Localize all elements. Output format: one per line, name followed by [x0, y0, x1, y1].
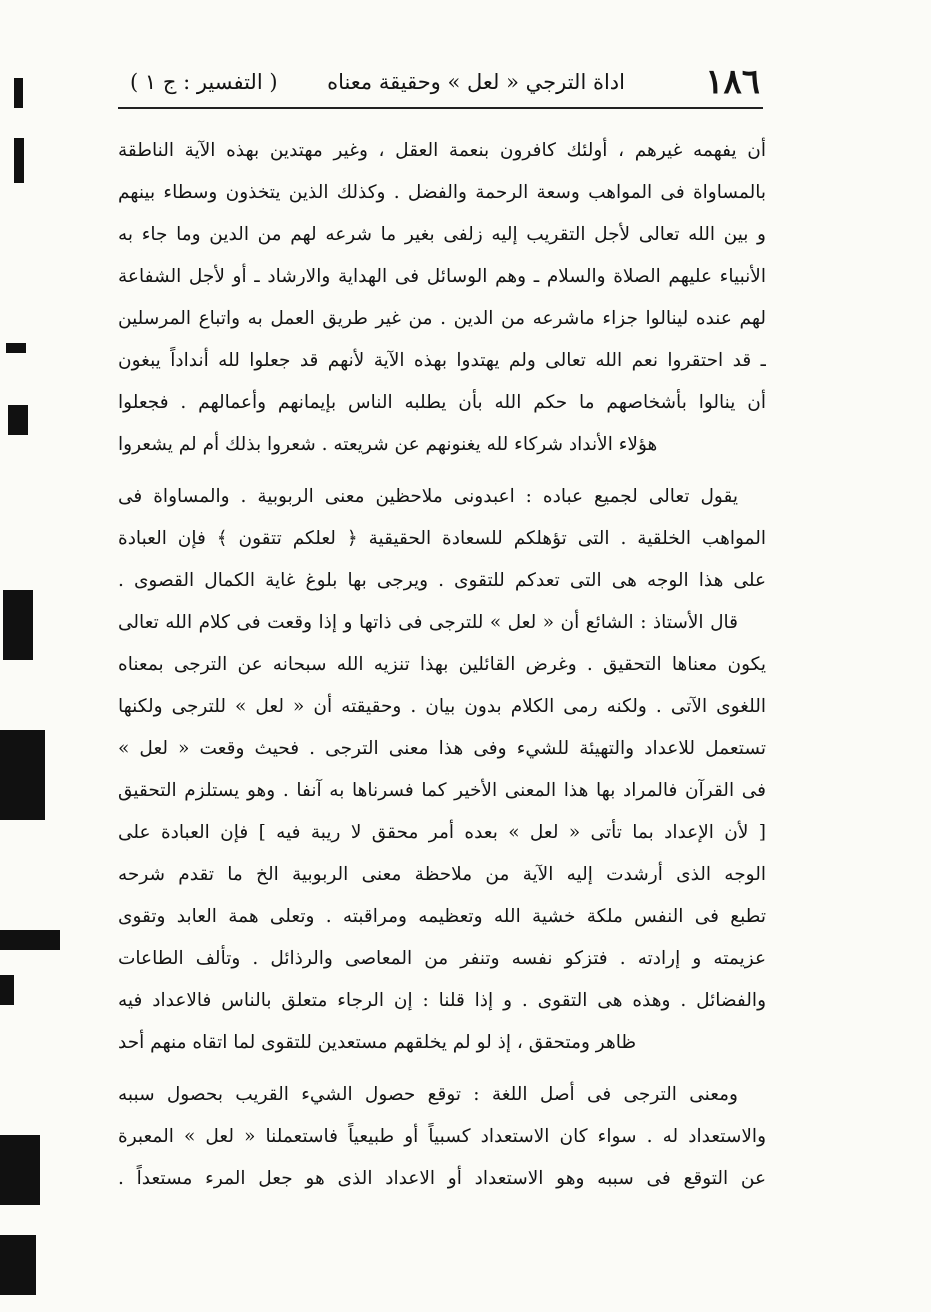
text-line: والفضائل . وهذه هى التقوى . و إذا قلنا : إن الرجاء متعلق بالناس فالاعداد فيه	[118, 990, 766, 1011]
edge-mark	[0, 930, 60, 950]
text-line: الوجه الذى أرشدت إليه الآية من ملاحظة معنى الربوبية الخ ما تقدم شرحه	[118, 864, 766, 885]
volume-label: ( التفسير : ج ١ )	[130, 70, 278, 94]
text-line: أن ينالوا بأشخاصهم ما حكم الله بأن يطلبه الناس بإيمانهم وأعمالهم . فجعلوا	[118, 392, 766, 413]
text-line: والاستعداد له . سواء كان الاستعداد كسبياً أو طبيعياً فاستعملنا « لعل » المعبرة	[118, 1126, 766, 1147]
text-line: فى القرآن فالمراد بها هذا المعنى الأخير كما فسرناها به آنفا . وهو يستلزم التحقيق	[118, 780, 766, 801]
text-line: الأنبياء عليهم الصلاة والسلام ـ وهم الوسائل فى الهداية والارشاد ـ أو لأجل الشفاعة	[118, 266, 766, 287]
edge-mark	[14, 138, 24, 183]
edge-mark	[3, 590, 33, 660]
edge-mark	[0, 1135, 40, 1205]
text-line: ـ قد احتقروا نعم الله تعالى ولم يهتدوا بهذه الآية لأنهم قد جعلوا لله أنداداً يبغون	[118, 350, 766, 371]
text-line: تستعمل للاعداد والتهيئة للشيء وفى هذا معنى الترجى . فحيث وقعت « لعل »	[118, 738, 766, 759]
edge-mark	[0, 730, 45, 820]
text-line: ومعنى الترجى فى أصل اللغة : توقع حصول الشيء القريب بحصول سببه	[118, 1084, 738, 1105]
edge-mark	[0, 1235, 36, 1295]
text-line: المواهب الخلقية . التى تؤهلكم للسعادة الحقيقية ﴿ لعلكم تتقون ﴾ فإن العبادة	[118, 528, 766, 549]
text-line: عزيمته و إرادته . فتزكو نفسه وتنفر من المعاصى والرذائل . وتألف الطاعات	[118, 948, 766, 969]
text-line: اللغوى الآتى . ولكنه رمى الكلام بدون بيان . وحقيقته أن « لعل » للترجى ولكنها	[118, 696, 766, 717]
edge-mark	[14, 78, 23, 108]
page-header	[120, 58, 760, 108]
text-line: عن التوقع فى سببه وهو الاستعداد أو الاعداد الذى هو جعل المرء مستعداً .	[118, 1168, 766, 1189]
edge-mark	[0, 975, 14, 1005]
page-number: ١٨٦	[705, 62, 760, 102]
text-line: [ لأن الإعداد بما تأتى « لعل » بعده أمر محقق لا ريبة فيه ] فإن العبادة على	[118, 822, 766, 843]
text-line: أن يفهمه غيرهم ، أولئك كافرون بنعمة العقل ، وغير مهتدين بهذه الآية الناطقة	[118, 140, 766, 161]
text-line: تطبع فى النفس ملكة خشية الله وتعظيمه ومراقبته . وتعلى همة العابد وتقوى	[118, 906, 766, 927]
text-line: يقول تعالى لجميع عباده : اعبدونى ملاحظين معنى الربوبية . والمساواة فى	[118, 486, 738, 507]
text-line: على هذا الوجه هى التى تعدكم للتقوى . ويرجى بها بلوغ غاية الكمال القصوى .	[118, 570, 766, 591]
text-line: بالمساواة فى المواهب وسعة الرحمة والفضل . وكذلك الذين يتخذون وسطاء بينهم	[118, 182, 766, 203]
text-line: و بين الله تعالى لأجل التقريب إليه زلفى بغير ما شرعه لهم من الدين وما جاء به	[118, 224, 766, 245]
running-title: اداة الترجي « لعل » وحقيقة معناه	[327, 70, 625, 94]
text-line: لهم عنده لينالوا جزاء ماشرعه من الدين . من غير طريق العمل به واتباع المرسلين	[118, 308, 766, 329]
header-rule	[118, 107, 763, 109]
text-line: يكون معناها التحقيق . وغرض القائلين بهذا تنزيه الله سبحانه عن الترجى بمعناه	[118, 654, 766, 675]
edge-mark	[8, 405, 28, 435]
text-line: قال الأستاذ : الشائع أن « لعل » للترجى فى ذاتها و إذا وقعت فى كلام الله تعالى	[118, 612, 738, 633]
edge-mark	[6, 343, 26, 353]
text-line: هؤلاء الأنداد شركاء لله يغنونهم عن شريعته . شعروا بذلك أم لم يشعروا	[118, 434, 658, 455]
text-line: ظاهر ومتحقق ، إذ لو لم يخلقهم مستعدين للتقوى لما اتقاه منهم أحد	[118, 1032, 637, 1053]
